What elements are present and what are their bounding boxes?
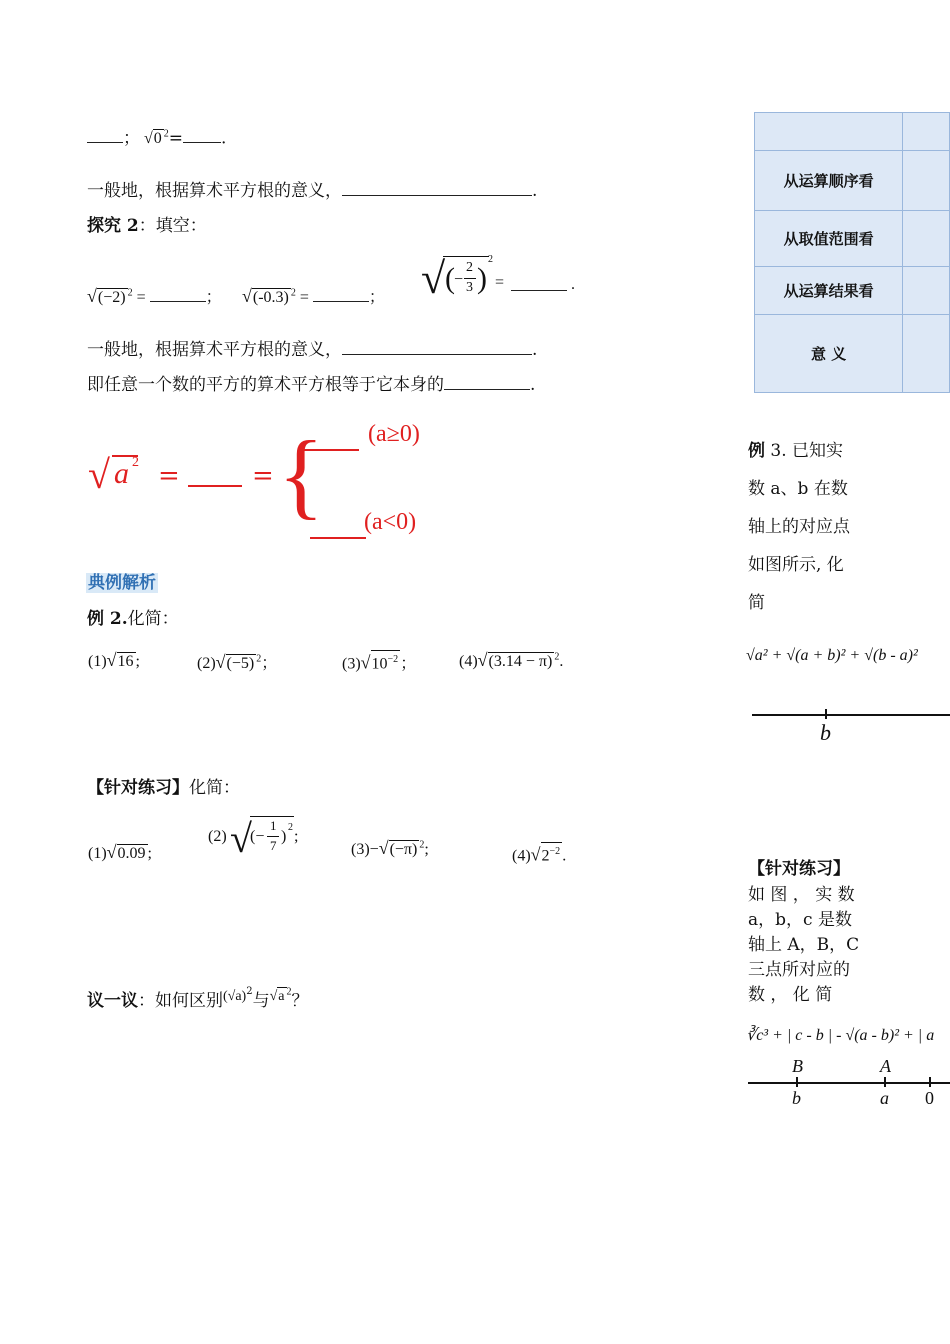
discuss-line: 议一议：如何区别$^{(√a)2}$与$^{√a ^2}$？: [87, 986, 309, 1011]
answer-blank[interactable]: [150, 285, 206, 302]
brace-icon: {: [278, 421, 325, 528]
number-line-tick: [929, 1077, 931, 1087]
example-3-text: 例 3. 已知实 数 a、b 在数 轴上的对应点 如图所示, 化 简: [748, 441, 850, 613]
axis-value-zero: 0: [925, 1088, 934, 1108]
number-line-tick: [884, 1077, 886, 1087]
sqrt-zero: √0 $^2$: [140, 129, 169, 148]
answer-blank[interactable]: [511, 274, 567, 291]
table-cell: [903, 113, 950, 151]
number-line: [748, 1082, 950, 1084]
practice-item-2: (2) √ (− 1 7 ) 2 ;: [208, 816, 299, 861]
axis-value-b: b: [792, 1088, 801, 1108]
explore-2-heading: 探究 2：填空：: [87, 216, 207, 236]
table-cell: [755, 113, 903, 151]
ex2-item-2: (2)√(−5) $^2$；: [197, 652, 278, 672]
expr-1: √(−2) $^2$ = ；: [87, 286, 222, 306]
practice-heading: 【针对练习】化简：: [87, 778, 240, 798]
practice-expression: ∛c³ + | c - b | - √(a - b)² + | a: [746, 1027, 935, 1044]
axis-value-a: a: [880, 1088, 889, 1108]
answer-blank[interactable]: [188, 485, 242, 487]
point-label-B: B: [792, 1056, 803, 1076]
ex2-item-1: (1)√16 ;: [88, 650, 140, 670]
table-cell: [903, 267, 950, 315]
table-row-label: 从取值范围看: [755, 211, 903, 267]
comparison-table: [754, 112, 950, 393]
fill-in-row: √(−2) $^2$ = ； √(-0.3) $^2$ = ； √ ( − 2 3 ) 2 = .: [87, 254, 575, 306]
answer-blank[interactable]: [310, 537, 366, 539]
axis-label-b: b: [820, 720, 831, 745]
ex2-item-4: (4)√(3.14 − π) $^2$.: [459, 650, 564, 670]
table-cell: [903, 151, 950, 211]
answer-blank[interactable]: [313, 285, 369, 302]
example-3-expression: √a² + √(a + b)² + √(b - a)²: [746, 647, 918, 664]
point-label-A: A: [880, 1056, 891, 1076]
answer-blank[interactable]: [342, 179, 532, 196]
number-line-tick: [796, 1077, 798, 1087]
line1: ； √0 $^2$= .: [87, 124, 226, 150]
answer-blank[interactable]: [183, 126, 221, 143]
table-row-label: 意 义: [755, 315, 903, 393]
practice-item-4: $(4)√2^{-2}$ .: [512, 842, 566, 865]
answer-blank[interactable]: [342, 338, 532, 355]
section-header: 典例解析: [88, 573, 156, 593]
ex2-item-3: $(3)√10^{-2}$ ；: [342, 650, 416, 673]
table-cell: [903, 315, 950, 393]
answer-blank[interactable]: [303, 449, 359, 451]
number-line-tick: [825, 709, 827, 719]
rule-line-3: 即任意一个数的平方的算术平方根等于它本身的 .: [87, 375, 536, 395]
practice-item-3: (3)−√(−π) $^2$;: [351, 838, 429, 858]
answer-blank[interactable]: [87, 126, 123, 143]
rule-line-2: 一般地，根据算术平方根的意义， .: [87, 340, 538, 360]
example-2-heading: 例 2.化简：: [87, 609, 179, 629]
expr-2: √(-0.3) $^2$ = ；: [242, 286, 385, 306]
right-practice-text: 如 图 ， 实 数 a，b，c 是数 轴上 A，B，C 三点所对应的 数 ， 化 简: [748, 885, 860, 1005]
right-practice-heading: 【针对练习】: [748, 859, 850, 879]
sqrt-a-squared-formula: √ a 2 = = { (a≥0) (a<0): [88, 415, 468, 545]
answer-blank[interactable]: [444, 373, 530, 390]
number-line: [752, 714, 950, 716]
rule-line-1: 一般地，根据算术平方根的意义， .: [87, 181, 538, 201]
table-row-label: 从运算结果看: [755, 267, 903, 315]
table-cell: [903, 211, 950, 267]
table-row-label: 从运算顺序看: [755, 151, 903, 211]
practice-item-1: (1)√0.09 ;: [88, 842, 152, 862]
